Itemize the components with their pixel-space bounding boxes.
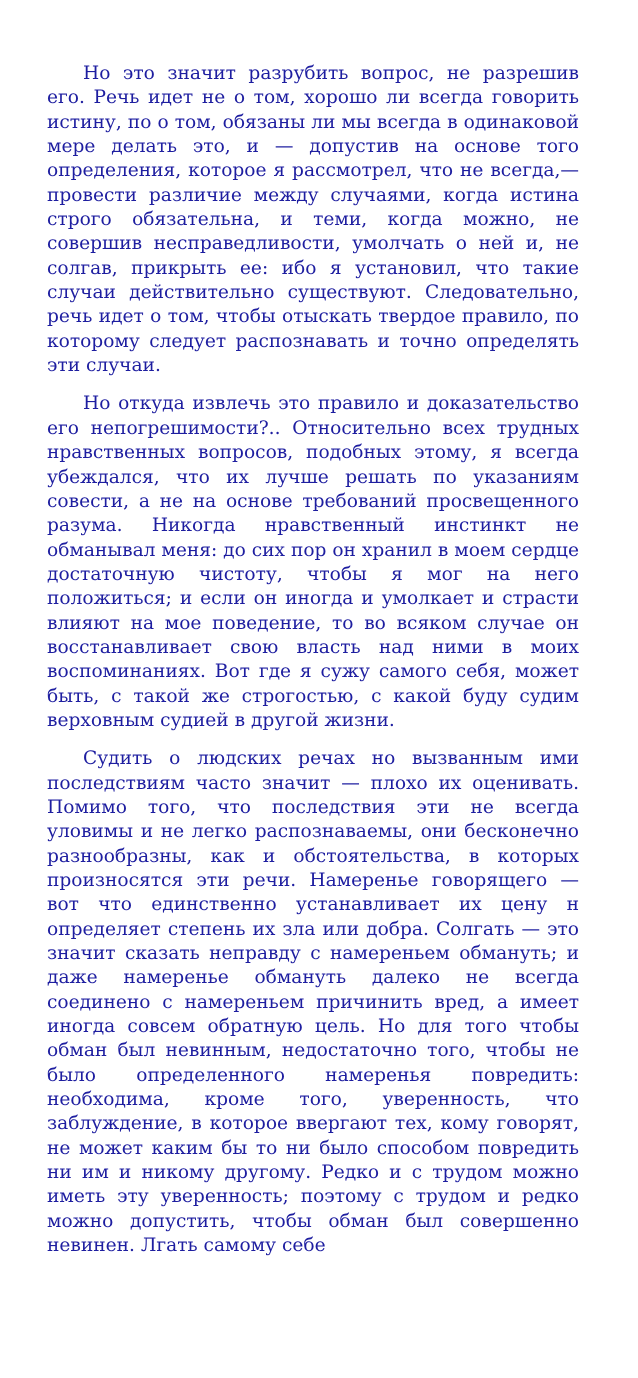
document-page — [47, 62, 579, 1259]
paragraph-2: Но откуда извлечь это правило и доказательство его непогрешимости?.. Относительно всех трудных нравственных вопросов, подобных этому, я всегда убеждался, что их лучше решать по указаниям совести, а не на основе требований просвещенного разума. Никогда нравственный инстинкт не обманывал меня: до сих пор он хранил в моем сердце достаточную чистоту, чтобы я мог на него положиться; и если он иногда и умолкает и страсти влияют на мое поведение, то во всяком случае он восстанавливает свою власть над ними в моих воспоминаниях. Вот где я сужу самого себя, может быть, с такой же строгостью, с какой буду судим верховным судией в другой жизни. — [47, 393, 579, 731]
paragraph-1: Но это значит разрубить вопрос, не разрешив его. Речь идет не о том, хорошо ли всегда говорить истину, по о том, обязаны ли мы всегда в одинаковой мере делать это, и — допустив на основе того определения, которое я рассмотрел, что не всегда,— провести различие между случаями, когда истина строго обязательна, и теми, когда можно, не совершив несправедливости, умолчать о ней и, не солгав, прикрыть ее: ибо я установил, что такие случаи действительно существуют. Следовательно, речь идет о том, чтобы отыскать твердое правило, по которому следует распознавать и точно определять эти случаи. — [47, 63, 579, 377]
paragraph-3: Судить о людских речах но вызванным ими последствиям часто значит — плохо их оценивать. Помимо того, что последствия эти не всегда уловимы и не легко распознаваемы, они бесконечно разнообразны, как и обстоятельства, в которых произносятся эти речи. Намеренье говорящего — вот что единственно устанавливает их цену н определяет степень их зла или добра. Солгать — это значит сказать неправду с намереньем обмануть; и даже намеренье обмануть далеко не всегда соединено с намереньем причинить вред, а имеет иногда совсем обратную цель. Но для того чтобы обман был невинным, недостаточно того, чтобы не было определенного намеренья повредить: необходима, кроме того, уверенность, что заблуждение, в которое ввергают тех, кому говорят, не может каким бы то ни было способом повредить ни им и никому другому. Редко и с трудом можно иметь эту уверенность; поэтому с трудом и редко можно допустить, чтобы обман был совершенно невинен. Лгать самому себе — [47, 748, 579, 1257]
